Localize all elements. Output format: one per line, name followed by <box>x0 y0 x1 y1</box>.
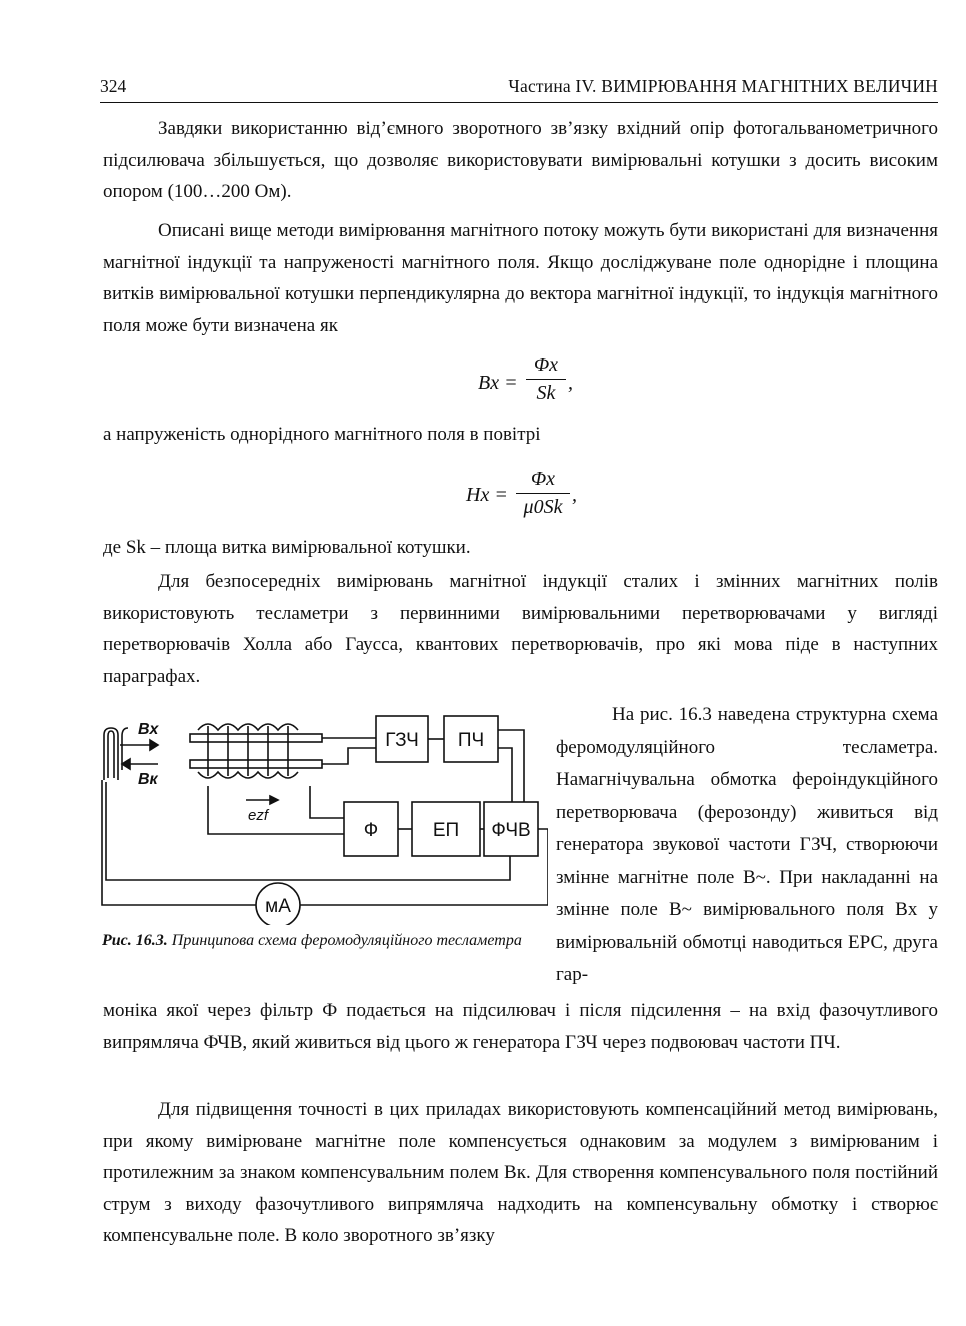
formula-intensity-comma: , <box>572 484 577 506</box>
bx-arrowhead <box>150 740 158 750</box>
block-pch-label: ПЧ <box>457 730 485 751</box>
paragraph-7: Для підвищення точності в цих приладах використовують компенсаційний метод вимірювань, при якому вимірюване магнітне поле компенсується однаковим за модулем з вимірюваним і протилежним за знаком компенсувальним полем Bк. Для створення компенсувального поля постійний струм з виходу фазочутливого випрямляча надходить на компенсувальну обмотку і створює компенсувальне поле. В коло зворотного зв’язку <box>103 1099 938 1246</box>
probe-coil-inner <box>108 731 114 778</box>
bk-arrowhead <box>122 759 130 769</box>
wire-pch-to-fchv-2 <box>498 748 512 802</box>
formula-intensity-numerator: Φx <box>530 468 556 490</box>
formula-induction-fraction <box>526 354 566 405</box>
paragraph-3: а напруженість однорідного магнітного поля в повітрі <box>103 424 541 445</box>
wire-core2-to-gzch <box>322 748 376 764</box>
paragraph-4: де Sk – площа витка вимірювальної котушки. <box>103 537 471 558</box>
figure-caption-text: Принципова схема феромодуляційного тесламетра <box>171 932 522 949</box>
formula-intensity-lhs: Hx = <box>466 484 508 506</box>
paragraph-6-side: На рис. 16.3 наведена структурна схема феромодуляційного тесламетра. Намагнічувальна обмотка фероіндукційного перетворювача (ферозонду) живиться від генератора звукової частоти ГЗЧ, створюючи змінне магнітне поле B~. При накладанні на змінне поле B~ вимірювального поля Bx у вимірювальній обмотці наводиться ЕРС, друга гар- <box>556 704 938 985</box>
ferro-core-top <box>190 734 322 742</box>
running-header <box>100 76 938 103</box>
formula-induction-numerator: Φx <box>533 354 559 376</box>
paragraph-6-continued: моніка якої через фільтр Ф подається на підсилювач і після підсилення – на вхід фазочутливого випрямляча ФЧВ, який живиться від цього ж генератора ГЗЧ через подвоювач частоти ПЧ. <box>103 1000 938 1053</box>
figure-caption-number: Рис. 16.3. <box>102 932 168 949</box>
formula-intensity-denominator: μ0Sk <box>523 496 563 518</box>
paragraph-1: Завдяки використанню від’ємного зворотного зв’язку вхідний опір фотогальванометричного підсилювача збільшується, що дозволяє використовувати вимірювальні котушки з досить високим опором (100…200 Ом). <box>103 118 938 202</box>
formula-intensity-fraction <box>516 468 570 519</box>
paragraph-2: Описані вище методи вимірювання магнітного потоку можуть бути використані для визначення магнітної індукції та напруженості магнітного поля. Якщо досліджуване поле однорідне і площина витків вимірювальної котушки перпендикулярна до вектора магнітної індукції, то індукція магнітного поля може бути визначена як <box>103 220 938 336</box>
figure-caption <box>102 930 542 952</box>
formula-induction-comma: , <box>568 372 573 394</box>
bk-label: Bк <box>138 771 158 788</box>
teslameter-diagram <box>98 700 548 925</box>
block-fchv-label: ФЧВ <box>491 820 531 841</box>
wire-winding-to-f <box>310 786 344 818</box>
milliammeter-label: мА <box>265 896 291 917</box>
ezf-label: ezf <box>248 807 269 824</box>
block-gzch-label: ГЗЧ <box>385 730 419 751</box>
formula-induction-lhs: Bx = <box>478 372 518 394</box>
block-ep-label: ЕП <box>432 820 460 841</box>
wire-winding-to-f-2 <box>208 786 344 834</box>
probe-coil-outer <box>104 728 118 780</box>
formula-induction-denominator: Sk <box>536 382 556 404</box>
fraction-bar <box>516 493 570 494</box>
wire-ma-to-probe <box>102 780 256 905</box>
wire-pch-to-fchv <box>498 730 524 802</box>
block-f-label: Ф <box>363 820 379 841</box>
ferro-core-bottom <box>190 760 322 768</box>
running-title: Частина IV. ВИМІРЮВАННЯ МАГНІТНИХ ВЕЛИЧИН <box>508 76 938 96</box>
page-number: 324 <box>100 76 127 96</box>
ezf-arrowhead <box>270 796 278 804</box>
paragraph-5: Для безпосередніх вимірювань магнітної індукції сталих і змінних магнітних полів використовують тесламетри з первинними вимірювальними перетворювачами у вигляді перетворювачів Холла або Гаусса, квантових перетворювачів, про які мова піде в наступних параграфах. <box>103 571 938 687</box>
fraction-bar <box>526 379 566 380</box>
bx-label: Bx <box>138 721 159 738</box>
